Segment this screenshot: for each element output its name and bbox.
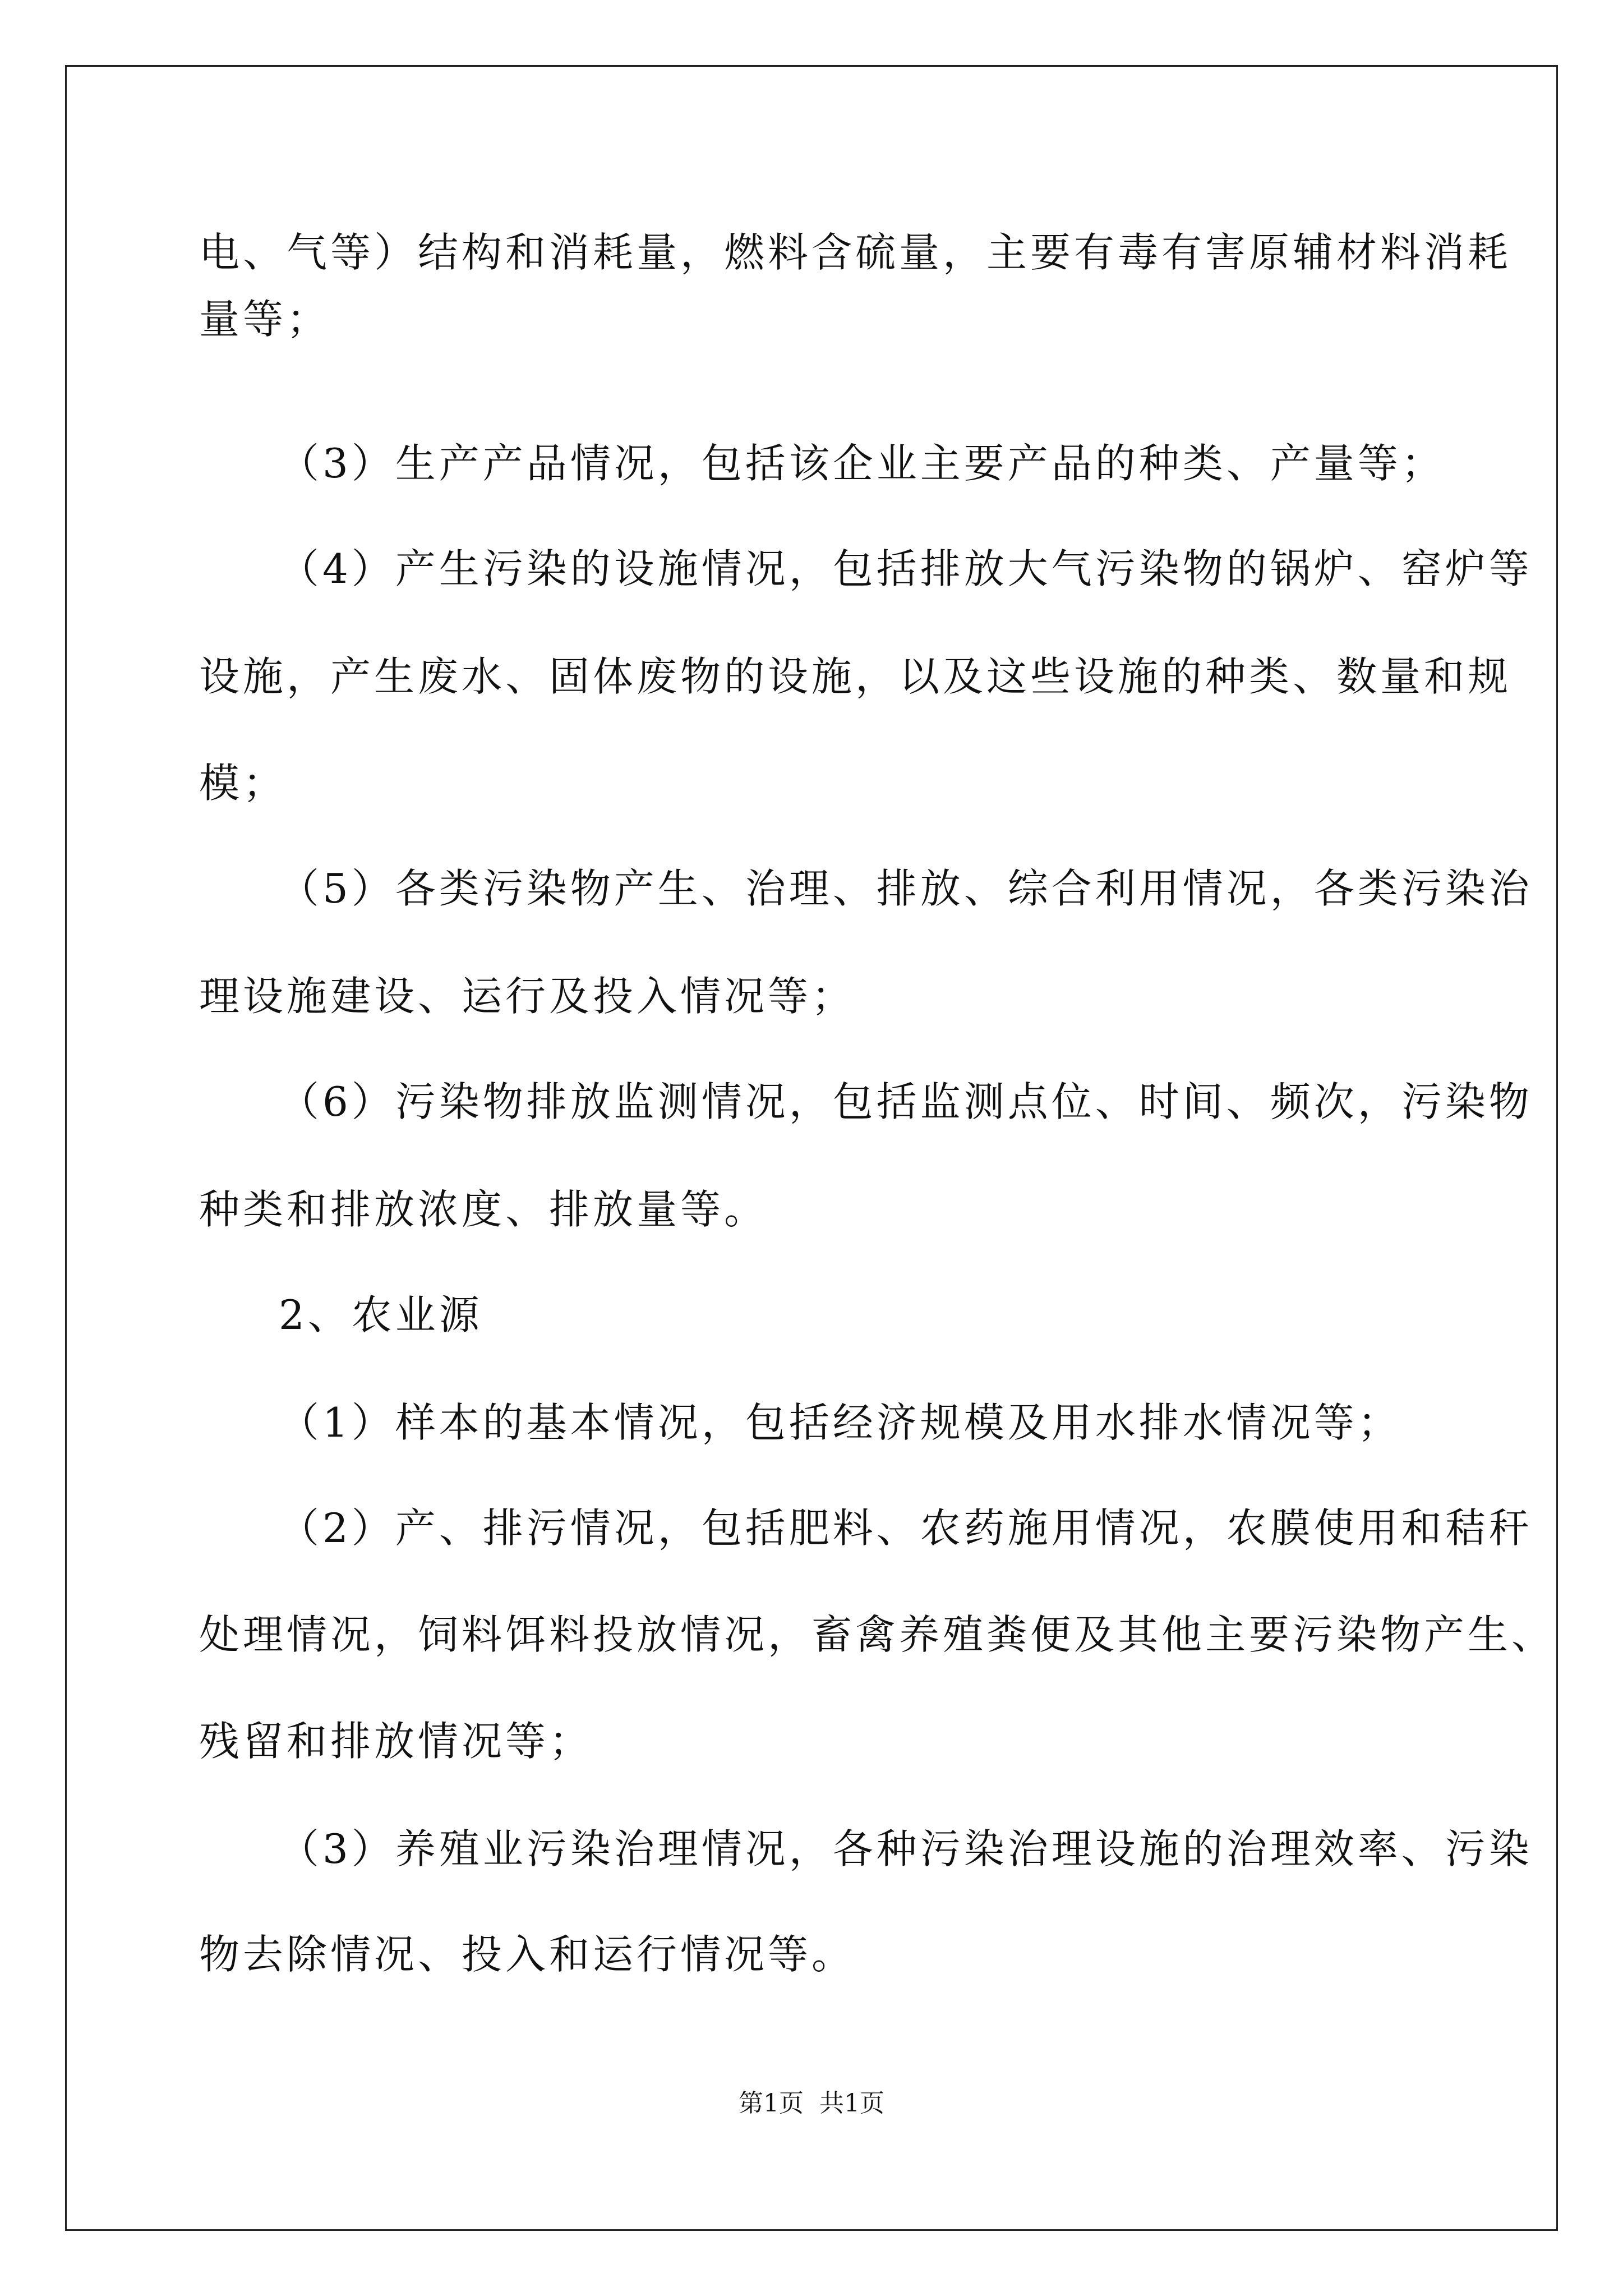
text-line: （1）样本的基本情况，包括经济规模及用水排水情况等；: [279, 1399, 1401, 1446]
text-line: （5）各类污染物产生、治理、排放、综合利用情况，各类污染治: [279, 865, 1533, 912]
text-line: 设施，产生废水、固体废物的设施，以及这些设施的种类、数量和规: [199, 653, 1512, 700]
text-line: （6）污染物排放监测情况，包括监测点位、时间、频次，污染物: [279, 1078, 1533, 1125]
text-line: 残留和排放情况等；: [199, 1718, 593, 1765]
text-line: 理设施建设、运行及投入情况等；: [199, 973, 856, 1020]
text-line: 模；: [199, 760, 287, 807]
text-line: （4）产生污染的设施情况，包括排放大气污染物的锅炉、窑炉等: [279, 545, 1533, 592]
text-line: （2）产、排污情况，包括肥料、农药施用情况，农膜使用和秸秆: [279, 1504, 1533, 1552]
text-line: 种类和排放浓度、排放量等。: [199, 1186, 768, 1233]
section-heading: 2、农业源: [279, 1291, 483, 1338]
text-line: 电、气等）结构和消耗量，燃料含硫量，主要有毒有害原辅材料消耗: [199, 229, 1512, 276]
page-border: [65, 65, 1558, 2231]
text-line: （3）养殖业污染治理情况，各种污染治理设施的治理效率、污染: [279, 1825, 1533, 1872]
text-line: 物去除情况、投入和运行情况等。: [199, 1931, 856, 1978]
text-line: （3）生产产品情况，包括该企业主要产品的种类、产量等；: [279, 440, 1445, 487]
text-line: 处理情况，饲料饵料投放情况，畜禽养殖粪便及其他主要污染物产生、: [199, 1611, 1556, 1658]
text-line: 量等；: [199, 296, 331, 343]
page-footer: 第1页 共1页: [739, 2089, 884, 2118]
